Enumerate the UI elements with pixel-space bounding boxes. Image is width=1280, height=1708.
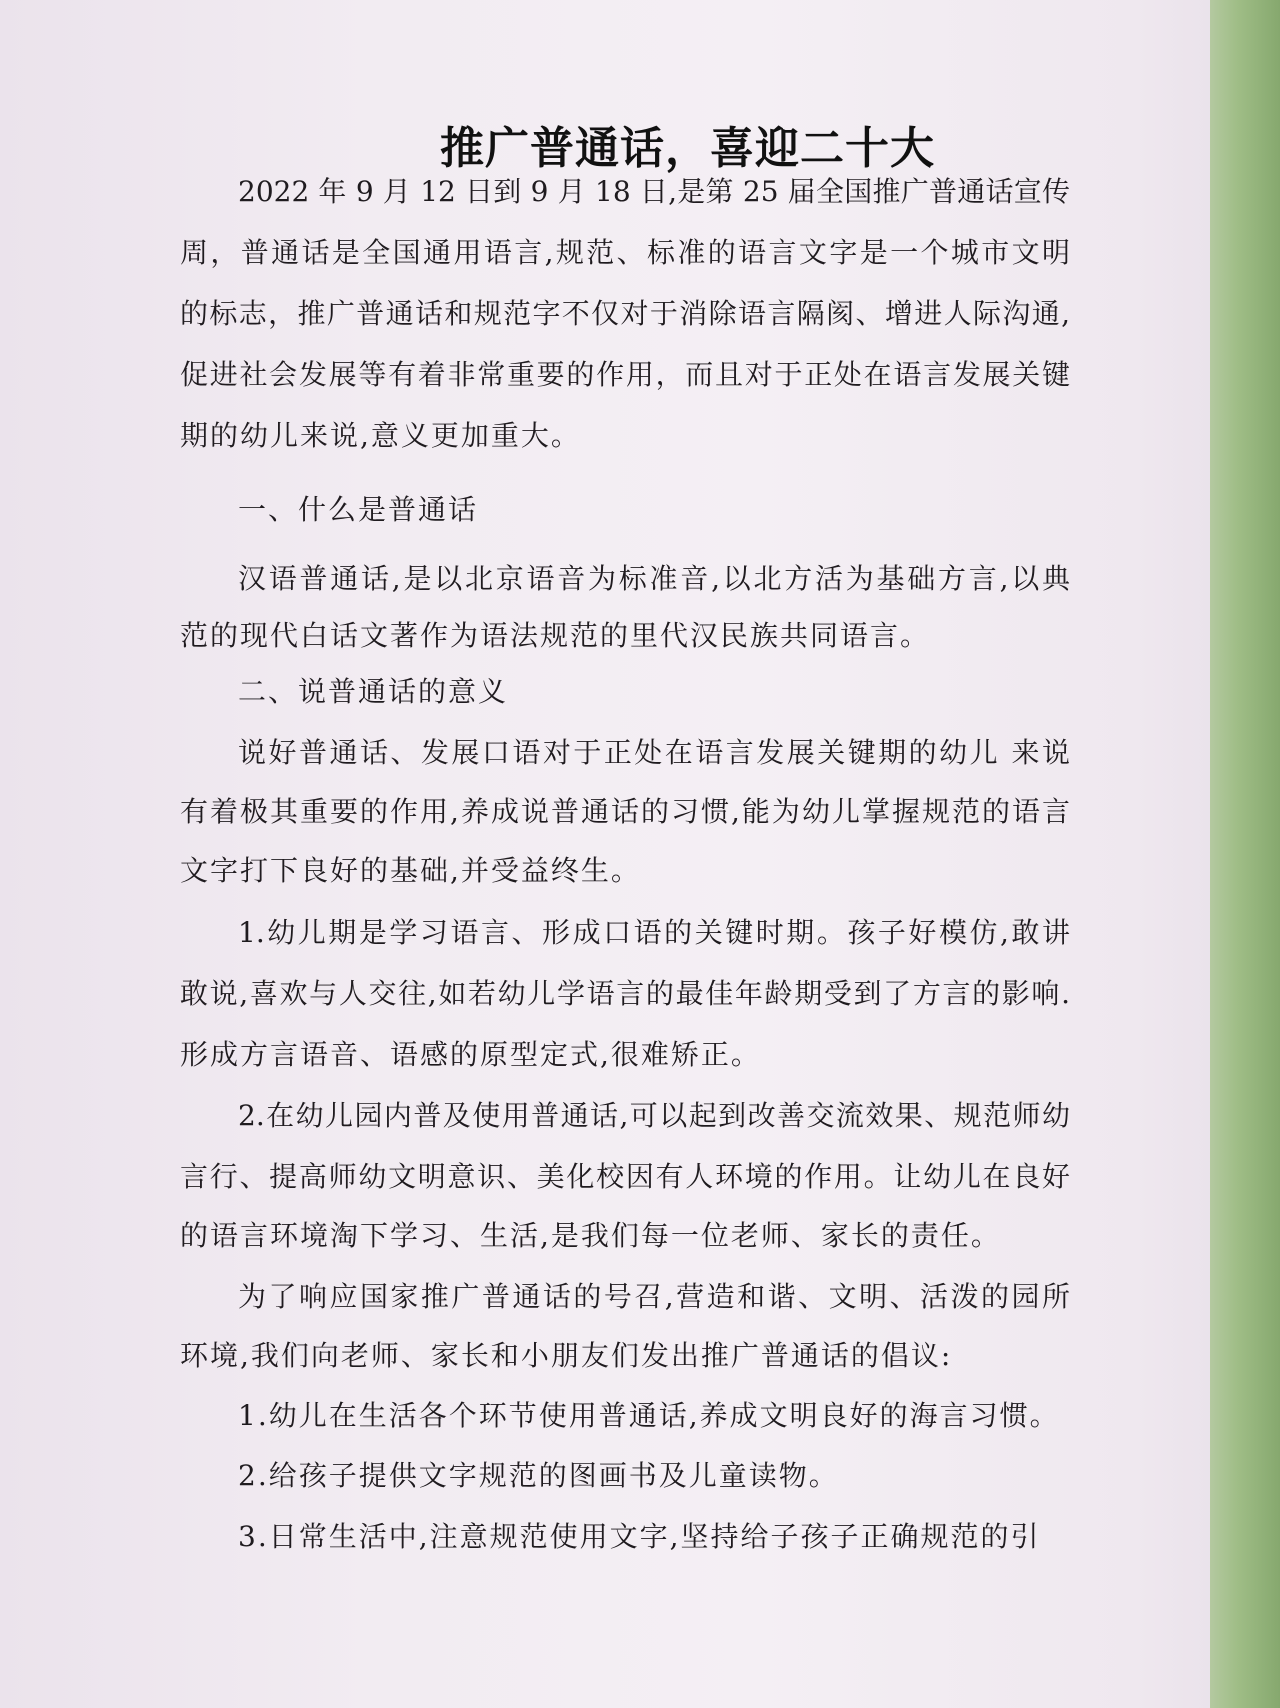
document-title: 推广普通话，喜迎二十大 bbox=[440, 123, 935, 174]
text-line: 2.在幼儿园内普及使用普通话,可以起到改善交流效果、规范师幼 bbox=[238, 1099, 1070, 1132]
text-line: 范的现代白话文著作为语法规范的里代汉民族共同语言。 bbox=[180, 619, 931, 652]
text-line: 说好普通话、发展口语对于正处在语言发展关键期的幼儿 来说 bbox=[238, 736, 1070, 769]
text-line: 文字打下良好的基础,并受益终生。 bbox=[180, 854, 641, 887]
list-item: 2.给孩子提供文字规范的图画书及儿童读物。 bbox=[238, 1459, 839, 1492]
section-heading: 二、说普通话的意义 bbox=[238, 675, 509, 708]
text-line: 的语言环境淘下学习、生活,是我们每一位老师、家长的责任。 bbox=[180, 1219, 1001, 1252]
text-line: 言行、提高师幼文明意识、美化校因有人环境的作用。让幼儿在良好 bbox=[180, 1160, 1070, 1193]
list-item: 3.日常生活中,注意规范使用文字,坚持给子孩子正确规范的引 bbox=[238, 1520, 1041, 1553]
text-line: 环境,我们向老师、家长和小朋友们发出推广普通话的倡议: bbox=[180, 1339, 953, 1372]
text-line: 促进社会发展等有着非常重要的作用，而且对于正处在语言发展关键 bbox=[180, 358, 1070, 391]
text-line: 为了响应国家推广普通话的号召,营造和谐、文明、活泼的园所 bbox=[238, 1280, 1070, 1313]
text-line: 周，普通话是全国通用语言,规范、标准的语言文字是一个城市文明 bbox=[180, 236, 1070, 269]
text-line: 汉语普通话,是以北京语音为标准音,以北方活为基础方言,以典 bbox=[238, 562, 1070, 595]
text-line: 形成方言语音、语感的原型定式,很难矫正。 bbox=[180, 1038, 761, 1071]
text-line: 的标志，推广普通话和规范字不仅对于消除语言隔阂、增进人际沟通, bbox=[180, 297, 1070, 330]
text-line: 有着极其重要的作用,养成说普通话的习惯,能为幼儿掌握规范的语言 bbox=[180, 795, 1070, 828]
text-line: 1.幼儿期是学习语言、形成口语的关键时期。孩子好模仿,敢讲 bbox=[238, 916, 1070, 949]
list-item: 1.幼儿在生活各个环节使用普通话,养成文明良好的海言习惯。 bbox=[238, 1399, 1060, 1432]
text-line: 敢说,喜欢与人交往,如若幼儿学语言的最佳年龄期受到了方言的影响. bbox=[180, 977, 1070, 1010]
text-line: 期的幼儿来说,意义更加重大。 bbox=[180, 419, 581, 452]
section-heading: 一、什么是普通话 bbox=[238, 493, 479, 526]
text-line: 2022 年 9 月 12 日到 9 月 18 日,是第 25 届全国推广普通话宣传 bbox=[238, 175, 1070, 208]
